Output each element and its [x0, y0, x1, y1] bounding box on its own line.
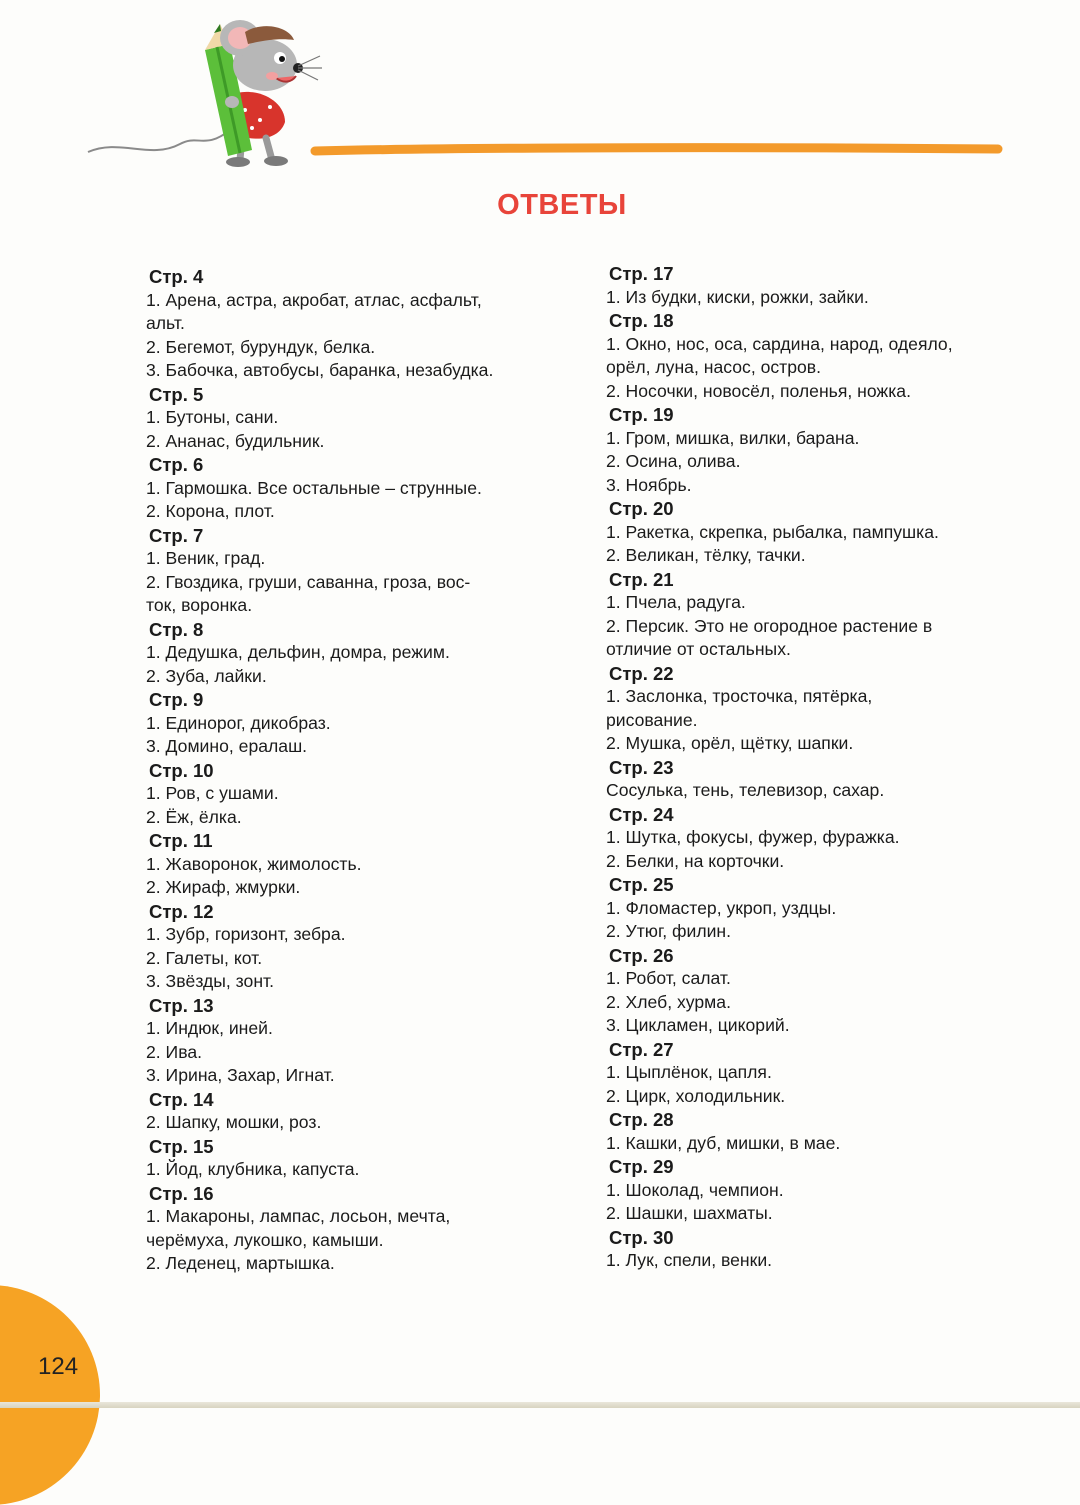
answer-section [146, 759, 556, 830]
section-heading: Стр. 11 [149, 830, 213, 851]
answer-line: 2. Осина, олива. [606, 451, 741, 471]
answer-line: 1. Ракетка, скрепка, рыбалка, пампушка. [606, 521, 939, 542]
answer-section [606, 1108, 1016, 1155]
answer-line: 1. Гармошка. Все остальные – струнные. [146, 477, 482, 498]
answers-left-column [146, 265, 556, 1276]
answer-line: 2. Белки, на корточки. [606, 850, 785, 871]
answer-line: 1. Заслонка, тросточка, пятёрка, [606, 686, 873, 706]
answer-section [606, 944, 1016, 1038]
answer-section [606, 1155, 1016, 1226]
answer-section [606, 803, 1016, 874]
answer-section [146, 265, 556, 383]
page-title: ОТВЕТЫ [497, 189, 627, 221]
crayon-line [315, 148, 998, 151]
answer-section [606, 309, 1016, 403]
section-heading: Стр. 26 [609, 944, 674, 966]
answer-line: 1. Из будки, киски, рожки, зайки. [606, 286, 869, 307]
answer-section [146, 1088, 556, 1135]
answer-section [146, 1135, 556, 1182]
section-heading: Стр. 8 [149, 618, 204, 640]
answer-line: 1. Гром, мишка, вилки, барана. [606, 427, 860, 448]
answer-section [606, 568, 1016, 662]
answer-line: 2. Персик. Это не огородное растение в [606, 615, 933, 636]
answer-line: 2. Жираф, жмурки. [146, 877, 301, 897]
answer-line: 3. Ноябрь. [606, 474, 692, 495]
section-heading: Стр. 10 [149, 759, 214, 781]
answer-section [606, 662, 1016, 756]
answer-line: альт. [146, 313, 185, 333]
answer-section [146, 688, 556, 759]
answer-line: 2. Утюг, филин. [606, 921, 732, 941]
answer-line: 2. Леденец, мартышка. [146, 1253, 335, 1273]
answers-right-column [606, 262, 1016, 1273]
answer-line: 1. Бутоны, сани. [146, 407, 279, 427]
mouse-tail [88, 130, 230, 152]
answer-line: 2. Хлеб, хурма. [606, 991, 731, 1012]
section-heading: Стр. 5 [149, 383, 204, 405]
answer-line: 1. Кашки, дуб, мишки, в мае. [606, 1132, 841, 1153]
answer-line: 1. Зубр, горизонт, зебра. [146, 924, 346, 944]
answer-section [146, 618, 556, 689]
answer-line: 1. Индюк, иней. [146, 1018, 273, 1038]
section-heading: Стр. 17 [609, 263, 674, 284]
answer-line: 1. Арена, астра, акробат, атлас, асфальт, [146, 289, 482, 310]
answer-line: отличие от остальных. [606, 639, 791, 659]
answer-line: 3. Звёзды, зонт. [146, 971, 275, 991]
answer-line: 2. Ёж, ёлка. [146, 806, 242, 827]
answer-section [146, 829, 556, 900]
answer-line: 3. Домино, ералаш. [146, 736, 308, 756]
section-heading: Стр. 16 [149, 1182, 214, 1204]
answer-line: 2. Мушка, орёл, щётку, шапки. [606, 733, 854, 753]
answer-section [606, 403, 1016, 497]
answer-line: 1. Жаворонок, жимолость. [146, 853, 362, 874]
section-heading: Стр. 25 [609, 874, 674, 895]
answer-line: 2. Корона, плот. [146, 501, 275, 521]
answer-section [146, 524, 556, 618]
section-heading: Стр. 7 [149, 524, 204, 546]
section-heading: Стр. 24 [609, 803, 674, 825]
answer-line: рисование. [606, 709, 698, 730]
answer-section [606, 1226, 1016, 1273]
section-heading: Стр. 22 [609, 662, 674, 684]
answer-line: 1. Фломастер, укроп, уздцы. [606, 897, 837, 918]
answer-line: 2. Галеты, кот. [146, 947, 263, 968]
section-heading: Стр. 13 [149, 994, 214, 1016]
answer-section [606, 873, 1016, 944]
page-number: 124 [38, 1353, 79, 1380]
answer-line: 1. Пчела, радуга. [606, 592, 746, 612]
answer-line: 1. Макароны, лампас, лосьон, мечта, [146, 1206, 451, 1226]
page-number-badge [0, 1285, 100, 1505]
answer-section [146, 900, 556, 994]
answer-section [606, 497, 1016, 568]
section-heading: Стр. 4 [149, 266, 204, 287]
answer-line: 2. Цирк, холодильник. [606, 1085, 786, 1106]
section-heading: Стр. 12 [149, 900, 214, 922]
answer-line: 3. Цикламен, цикорий. [606, 1015, 790, 1035]
section-heading: Стр. 28 [609, 1109, 674, 1130]
answer-line: 2. Ананас, будильник. [146, 430, 325, 451]
section-heading: Стр. 6 [149, 454, 204, 475]
answer-section [606, 756, 1016, 803]
answer-line: 1. Единорог, дикобраз. [146, 712, 331, 733]
answer-line: 1. Йод, клубника, капуста. [146, 1159, 360, 1179]
answer-line: 2. Ива. [146, 1041, 203, 1062]
section-heading: Стр. 9 [149, 689, 204, 710]
answer-line: 3. Бабочка, автобусы, баранка, незабудка. [146, 360, 494, 380]
answer-line: 1. Веник, град. [146, 548, 266, 568]
mouse-pencil-illustration [80, 10, 1010, 170]
section-heading: Стр. 21 [609, 568, 674, 590]
answer-line: 1. Робот, салат. [606, 968, 731, 988]
answer-section [606, 262, 1016, 309]
answer-line: 2. Зуба, лайки. [146, 665, 267, 686]
answer-line: 2. Великан, тёлку, тачки. [606, 545, 806, 565]
answer-line: 1. Дедушка, дельфин, домра, режим. [146, 642, 450, 662]
answer-line: 2. Шапку, мошки, роз. [146, 1112, 322, 1132]
answer-line: 1. Шутка, фокусы, фужер, фуражка. [606, 827, 900, 847]
section-heading: Стр. 20 [609, 498, 674, 519]
answer-section [146, 453, 556, 524]
answer-line: 1. Шоколад, чемпион. [606, 1179, 784, 1200]
answer-section [146, 1182, 556, 1276]
answer-line: ток, воронка. [146, 595, 253, 615]
answer-line: орёл, луна, насос, остров. [606, 357, 822, 377]
answer-line: 2. Бегемот, бурундук, белка. [146, 336, 376, 357]
page-edge [0, 1402, 1080, 1408]
answer-line: 2. Шашки, шахматы. [606, 1203, 773, 1223]
section-heading: Стр. 14 [149, 1088, 214, 1110]
section-heading: Стр. 19 [609, 404, 674, 425]
answer-section [146, 383, 556, 454]
section-heading: Стр. 18 [609, 310, 674, 331]
section-heading: Стр. 30 [609, 1226, 674, 1248]
answer-section [146, 994, 556, 1088]
answer-line: 1. Цыплёнок, цапля. [606, 1062, 772, 1082]
answer-line: 1. Ров, с ушами. [146, 783, 279, 803]
answer-line: 2. Носочки, новосёл, поленья, ножка. [606, 380, 911, 401]
section-heading: Стр. 15 [149, 1135, 214, 1157]
answer-line: Сосулька, тень, телевизор, сахар. [606, 780, 885, 800]
answer-section [606, 1038, 1016, 1109]
section-heading: Стр. 27 [609, 1038, 674, 1060]
answer-line: 1. Окно, нос, оса, сардина, народ, одеяло, [606, 333, 953, 354]
answer-line: 3. Ирина, Захар, Игнат. [146, 1065, 335, 1085]
section-heading: Стр. 29 [609, 1156, 674, 1177]
section-heading: Стр. 23 [609, 756, 674, 778]
answer-line: 1. Лук, спели, венки. [606, 1250, 773, 1270]
answer-line: черёмуха, лукошко, камыши. [146, 1229, 384, 1250]
answer-line: 2. Гвоздика, груши, саванна, гроза, вос- [146, 571, 471, 592]
